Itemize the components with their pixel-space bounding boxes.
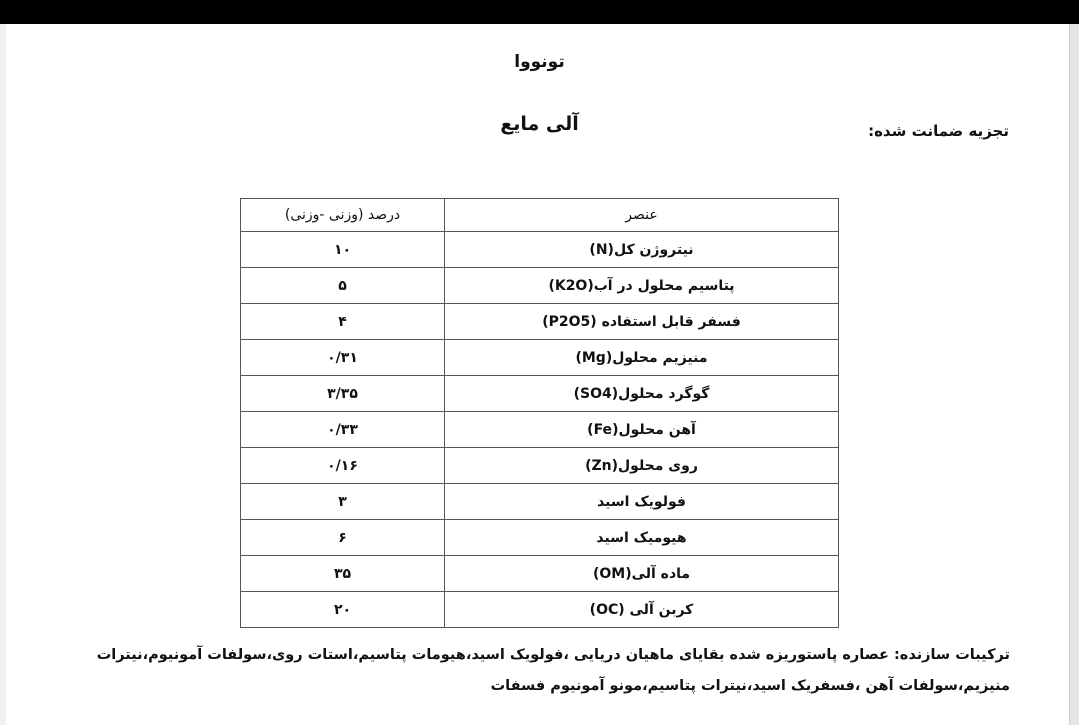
table-row (241, 448, 839, 484)
guaranteed-analysis-label: تجزیه ضمانت شده: (868, 122, 1009, 140)
ingredients-line-2: منیزیم،سولفات آهن ،فسفریک اسید،نیترات پتاسیم،مونو آمونیوم فسفات (490, 678, 1010, 694)
header-element: عنصر (445, 199, 839, 232)
row-element: هیومیک اسید (445, 520, 839, 556)
row-value: ۰/۳۳ (241, 412, 445, 448)
ingredients-paragraph (70, 640, 1010, 702)
row-value: ۲۰ (241, 592, 445, 628)
header-percent: درصد (وزنی -وزنی) (241, 199, 445, 232)
row-value: ۳ (241, 484, 445, 520)
row-element: روی محلول(Zn) (445, 448, 839, 484)
row-element: فسفر قابل استفاده (P2O5) (445, 304, 839, 340)
top-black-bar (0, 0, 1079, 24)
row-element: منیزیم محلول(Mg) (445, 340, 839, 376)
row-value: ۵ (241, 268, 445, 304)
row-value: ۴ (241, 304, 445, 340)
row-value: ۳۵ (241, 556, 445, 592)
table-row (241, 376, 839, 412)
table-row (241, 412, 839, 448)
table-row (241, 520, 839, 556)
row-element: فولویک اسید (445, 484, 839, 520)
ingredients-line-1: ترکیبات سازنده: عصاره پاستوریزه شده بقایای ماهیان دریایی ،فولویک اسید،هیومات پتاسیم،استات روی،سولفات آمونیوم،نیترات (96, 647, 1010, 663)
product-name: تونووا (514, 52, 565, 72)
row-value: ۳/۳۵ (241, 376, 445, 412)
table-row (241, 268, 839, 304)
row-value: ۰/۱۶ (241, 448, 445, 484)
table-row (241, 232, 839, 268)
product-type: آلی مایع (500, 113, 579, 135)
analysis-table (240, 198, 839, 628)
table-row (241, 484, 839, 520)
row-element: نیتروژن کل(N) (445, 232, 839, 268)
table-row (241, 556, 839, 592)
row-value: ۱۰ (241, 232, 445, 268)
table-row (241, 592, 839, 628)
table-row (241, 340, 839, 376)
row-element: ماده آلی(OM) (445, 556, 839, 592)
row-element: گوگرد محلول(SO4) (445, 376, 839, 412)
row-value: ۰/۳۱ (241, 340, 445, 376)
row-value: ۶ (241, 520, 445, 556)
row-element: آهن محلول(Fe) (445, 412, 839, 448)
table-header-row (241, 199, 839, 232)
row-element: کربن آلی (OC) (445, 592, 839, 628)
row-element: پتاسیم محلول در آب(K2O) (445, 268, 839, 304)
table-row (241, 304, 839, 340)
